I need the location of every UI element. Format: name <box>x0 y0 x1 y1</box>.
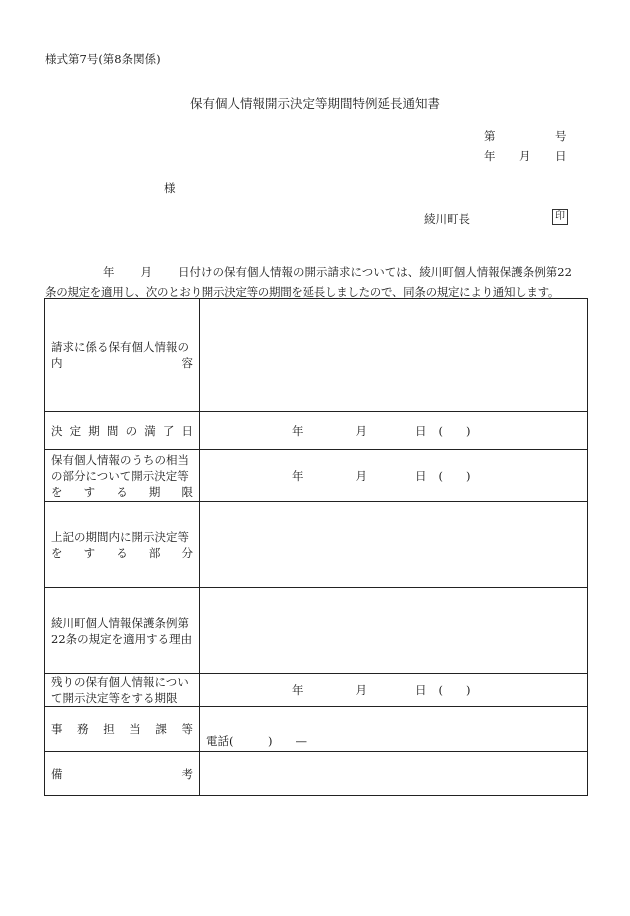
label-partial-deadline <box>45 450 200 502</box>
table-row <box>45 412 588 450</box>
date-month: 月 <box>355 683 367 697</box>
label-char: る <box>116 484 128 499</box>
label-char: 決 <box>51 423 63 438</box>
value-remaining-deadline[interactable] <box>200 674 588 707</box>
value-partial-deadline[interactable] <box>200 450 588 502</box>
table-row <box>45 299 588 412</box>
label-char: 満 <box>144 423 156 438</box>
date-year: 年 <box>484 149 496 163</box>
label-char: 担 <box>103 722 115 736</box>
body-text <box>45 262 585 302</box>
table-row <box>45 752 588 796</box>
label-char: 定 <box>69 423 82 438</box>
label-remarks <box>45 752 200 796</box>
issuer-name: 綾川町長 <box>424 212 470 226</box>
label-department <box>45 707 200 752</box>
value-request-content[interactable] <box>200 299 588 412</box>
label-char: を <box>51 545 63 560</box>
body-line-2: 条の規定を適用し、次のとおり開示決定等の期間を延長しましたので、同条の規定により通知します。 <box>45 285 560 299</box>
label-char: 了 <box>162 423 175 438</box>
form-number: 様式第7号(第8条関係) <box>45 52 161 66</box>
value-decision-deadline[interactable] <box>200 412 588 450</box>
label-decision-deadline <box>45 412 200 450</box>
date-month: 月 <box>355 468 367 483</box>
table-row <box>45 450 588 502</box>
label-char: 当 <box>129 722 141 736</box>
addressee-sama: 様 <box>164 181 176 195</box>
label-char: 期 <box>148 484 161 499</box>
date-paren: ( ) <box>438 468 471 483</box>
label-char: 務 <box>77 722 89 736</box>
label-char: を <box>51 484 63 499</box>
date-paren: ( ) <box>438 683 471 697</box>
label-char: る <box>116 545 128 560</box>
seal-text: 印 <box>552 209 568 225</box>
value-department[interactable] <box>200 707 588 752</box>
label-char: 課 <box>155 722 167 736</box>
phone-text: 電話( ) — <box>206 734 307 748</box>
table-row <box>45 502 588 588</box>
label-remaining-deadline <box>45 674 200 707</box>
label-char: 部 <box>148 545 161 560</box>
body-year: 年 <box>103 265 115 279</box>
value-reason[interactable] <box>200 588 588 674</box>
label-text: 容 <box>181 356 193 370</box>
label-char: 間 <box>106 423 119 438</box>
label-text: 請求に係る保有個人情報の <box>51 340 189 354</box>
label-char: の <box>125 423 138 438</box>
label-text: 上記の期間内に開示決定等 <box>51 529 189 544</box>
date-day: 日 <box>415 423 427 438</box>
document-title: 保有個人情報開示決定等期間特例延長通知書 <box>189 96 440 111</box>
label-within-period-part <box>45 502 200 588</box>
label-text: 22条の規定を適用する理由 <box>51 631 193 646</box>
date-day: 日 <box>415 468 427 483</box>
date-day: 日 <box>555 149 567 163</box>
label-text: 備 <box>51 766 63 781</box>
body-month: 月 <box>140 265 152 279</box>
date-year: 年 <box>292 683 304 697</box>
table-row <box>45 674 588 707</box>
value-within-period-part[interactable] <box>200 502 588 588</box>
date-month: 月 <box>519 149 531 163</box>
label-char: 事 <box>51 722 63 736</box>
label-request-content <box>45 299 200 412</box>
seal-mark <box>552 208 568 225</box>
label-char: す <box>83 545 96 560</box>
value-remarks[interactable] <box>200 752 588 796</box>
label-reason <box>45 588 200 674</box>
label-text: て開示決定等をする期限 <box>51 691 178 705</box>
label-text: の部分について開示決定等 <box>51 468 189 483</box>
number-go: 号 <box>555 129 567 143</box>
date-paren: ( ) <box>438 423 471 438</box>
table-row <box>45 588 588 674</box>
label-text: 内 <box>51 356 63 370</box>
date-year: 年 <box>292 423 304 438</box>
label-text: 残りの保有個人情報につい <box>51 675 189 689</box>
label-char: 期 <box>88 423 100 438</box>
label-char: す <box>83 484 96 499</box>
label-char: 日 <box>181 423 193 438</box>
body-line-1 <box>45 262 585 282</box>
label-text: 考 <box>181 766 193 781</box>
date-month: 月 <box>355 423 367 438</box>
date-day: 日 <box>415 683 427 697</box>
number-dai: 第 <box>484 129 496 143</box>
label-char: 等 <box>181 722 193 736</box>
table-row <box>45 707 588 752</box>
label-char: 限 <box>181 484 193 499</box>
form-table <box>44 298 588 796</box>
label-char: 分 <box>181 545 193 560</box>
body-line-1-text: 日付けの保有個人情報の開示請求については、綾川町個人情報保護条例第22 <box>178 265 572 279</box>
label-text: 保有個人情報のうちの相当 <box>51 452 189 467</box>
label-text: 綾川町個人情報保護条例第 <box>51 615 189 630</box>
date-year: 年 <box>292 468 304 483</box>
